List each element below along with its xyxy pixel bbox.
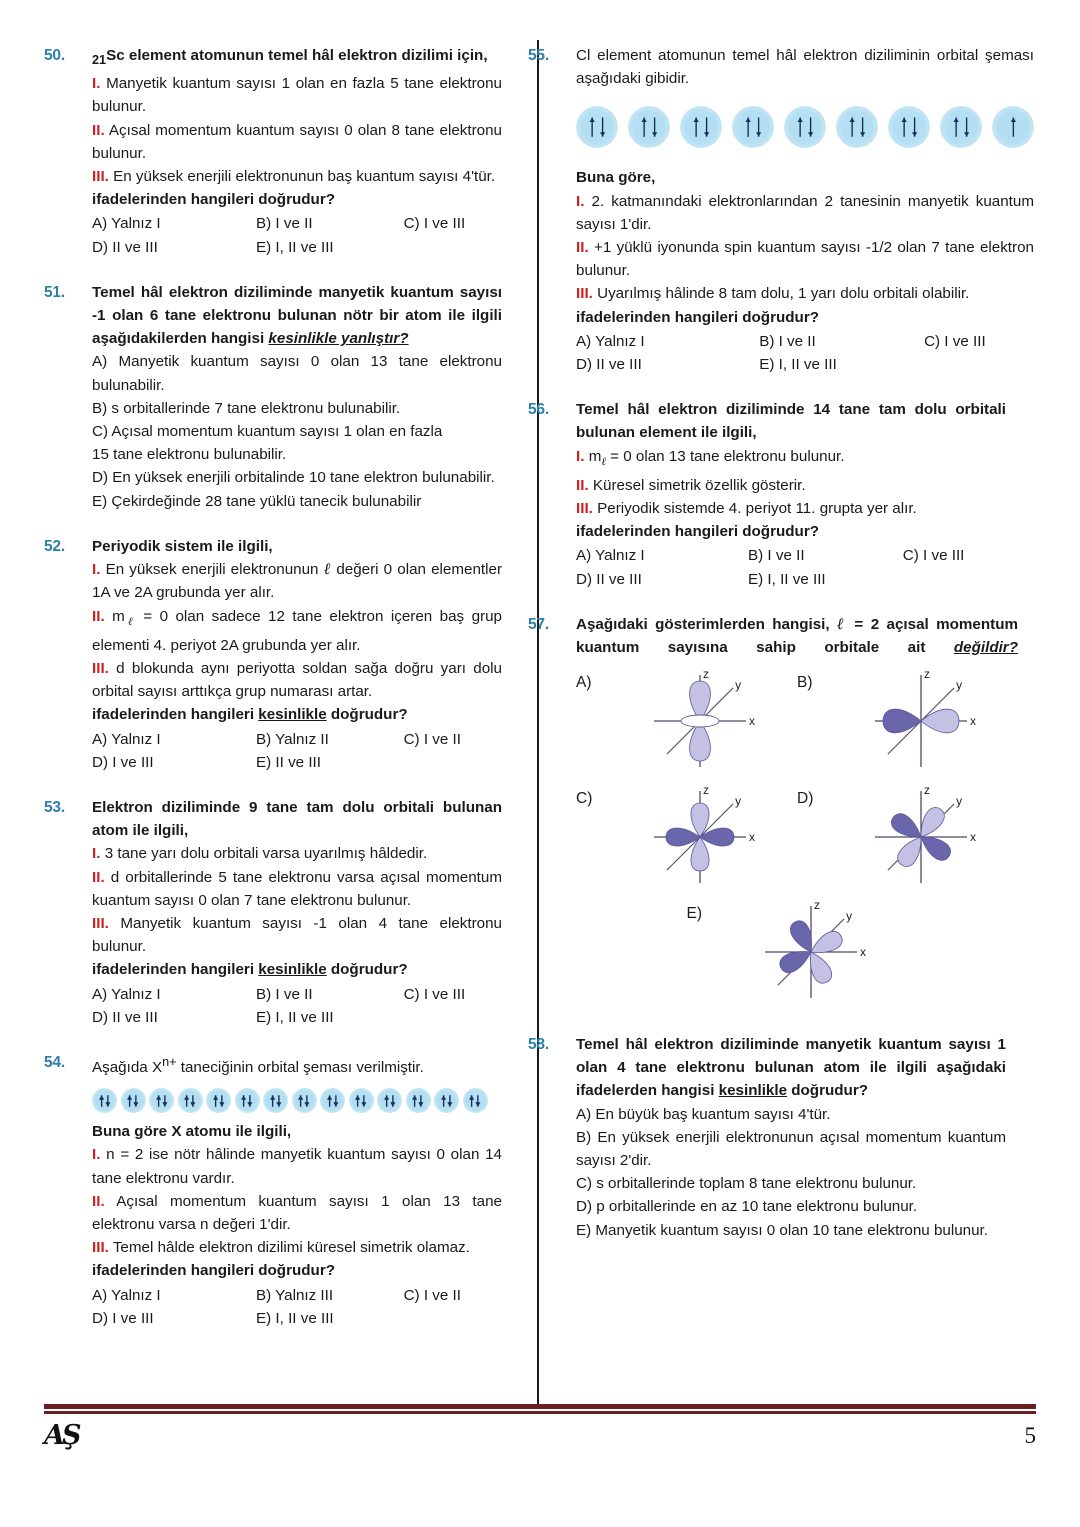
question-50-number: 50. — [44, 47, 65, 64]
orbital-circle — [92, 1088, 117, 1113]
question-52-prompt-b: doğrudur? — [326, 706, 408, 724]
option-d[interactable]: D) II ve III — [92, 1008, 158, 1026]
question-54-body — [92, 1051, 502, 1330]
question-58-stem — [576, 1033, 1006, 1103]
roman-numeral-ii: II. — [92, 607, 105, 625]
question-54-item-1-text: n = 2 ise nötr hâlinde manyetik kuantum sayısı 0 olan 14 tane elektronu vardır. — [92, 1146, 502, 1187]
question-58-stem-b: doğrudur? — [787, 1082, 869, 1100]
roman-numeral-ii: II. — [92, 121, 105, 139]
question-53-prompt — [92, 958, 502, 981]
roman-numeral-i: I. — [92, 1146, 101, 1164]
question-50-item-2-text: Açısal momentum kuantum sayısı 0 olan 8 tane elektronu bulunur. — [92, 121, 502, 162]
svg-text:x: x — [749, 829, 755, 844]
question-56-item-2 — [576, 474, 1006, 497]
dz2-orbital-figure[interactable] — [576, 665, 797, 780]
question-50-item-2 — [92, 119, 502, 165]
orbital-circle — [940, 106, 982, 148]
figure-option-label: C) — [576, 789, 593, 807]
roman-numeral-ii: II. — [576, 239, 589, 257]
question-54-prompt: ifadelerinden hangileri doğrudur? — [92, 1262, 336, 1280]
dxz-orbital-figure[interactable] — [576, 781, 797, 896]
left-column — [0, 44, 510, 1352]
question-55-item-1 — [576, 190, 1034, 236]
option-e[interactable]: E) Çekirdeğinde 28 tane yüklü tanecik bulunabilir — [92, 492, 422, 510]
roman-numeral-iii: III. — [576, 500, 593, 518]
option-c[interactable]: C) I ve III — [902, 547, 965, 565]
question-51-options — [92, 350, 502, 512]
figure-option-label: A) — [576, 674, 592, 692]
dxy-orbital-figure-graphic — [723, 896, 908, 1011]
question-55-prompt: ifadelerinden hangileri doğrudur? — [576, 308, 820, 326]
option-b[interactable]: B) Yalnız III — [256, 1286, 334, 1304]
option-e[interactable]: E) I, II ve III — [256, 238, 334, 256]
question-57-body — [576, 613, 1018, 1011]
svg-text:x: x — [970, 714, 976, 729]
question-58-number: 58. — [528, 1035, 549, 1053]
question-52-item-2-text-a: m — [112, 607, 125, 625]
publisher-logo: AŞ — [44, 1420, 79, 1451]
question-50 — [44, 44, 502, 259]
option-b[interactable]: B) s orbitallerinde 7 tane elektronu bulunabilir. — [92, 399, 401, 417]
question-55-stem: Cl element atomunun temel hâl elektron diziliminin orbital şeması aşağıdaki gibidir. — [576, 47, 1034, 88]
option-b[interactable]: B) I ve II — [748, 547, 805, 565]
orbital-diagram-q55 — [576, 106, 1034, 148]
svg-text:z: z — [813, 897, 820, 912]
question-56-item-1-text-b: = 0 olan 13 tane elektronu bulunur. — [605, 447, 845, 465]
question-56-number: 56. — [528, 401, 549, 419]
roman-numeral-i: I. — [92, 561, 101, 579]
orbital-circle — [434, 1088, 459, 1113]
orbital-circle — [121, 1088, 146, 1113]
svg-text:z: z — [703, 667, 709, 682]
page-footer — [44, 1420, 1036, 1451]
svg-text:y: y — [956, 793, 963, 808]
question-53-item-2 — [92, 866, 502, 912]
ell-subscript: ℓ — [601, 455, 606, 468]
question-52-item-1-text-a: En yüksek enerjili elektronunun — [105, 561, 324, 579]
roman-numeral-iii: III. — [92, 168, 109, 186]
question-50-item-3 — [92, 165, 502, 188]
orbital-circle — [235, 1088, 260, 1113]
orbital-circle — [349, 1088, 374, 1113]
question-53-prompt-emphasis: kesinlikle — [258, 961, 327, 979]
orbital-circle — [206, 1088, 231, 1113]
question-54-stem-b: taneciğinin orbital şeması verilmiştir. — [176, 1059, 424, 1077]
ell-symbol: ℓ — [323, 561, 332, 579]
question-54-stem — [92, 1051, 502, 1079]
option-a[interactable]: A) Yalnız I — [576, 547, 645, 565]
orbital-circle — [320, 1088, 345, 1113]
question-51 — [44, 281, 502, 513]
question-54-number: 54. — [44, 1053, 65, 1071]
roman-numeral-i: I. — [576, 192, 585, 210]
question-57-stem-a: Aşağıdaki gösterimlerden hangisi, — [576, 615, 838, 633]
orbital-circle — [836, 106, 878, 148]
option-d[interactable]: D) II ve III — [92, 238, 158, 256]
orbital-circle — [680, 106, 722, 148]
footer-rule — [44, 1404, 1036, 1414]
question-55-body — [576, 44, 1034, 376]
question-52-number: 52. — [44, 537, 65, 555]
question-56-item-3-text: Periyodik sistemde 4. periyot 11. grupta yer alır. — [597, 500, 917, 518]
option-a[interactable]: A) Manyetik kuantum sayısı 0 olan 13 tane elektronu bulunabilir. — [92, 353, 502, 394]
dyz-orbital-figure[interactable] — [797, 781, 1018, 896]
svg-text:y: y — [845, 908, 852, 923]
roman-numeral-iii: III. — [92, 914, 109, 932]
svg-text:z: z — [924, 782, 930, 797]
question-50-stem — [92, 44, 502, 72]
question-52-item-1 — [92, 558, 502, 604]
dz2-orbital-figure-graphic — [612, 665, 797, 780]
orbital-circle — [888, 106, 930, 148]
question-56-item-1-text-a: m — [588, 447, 602, 465]
roman-numeral-iii: III. — [576, 285, 593, 303]
question-53-prompt-b: doğrudur? — [326, 961, 408, 979]
option-b[interactable]: B) I ve II — [256, 985, 313, 1003]
question-53-prompt-a: ifadelerinden hangileri — [92, 961, 259, 979]
question-52-options — [92, 728, 502, 774]
ell-symbol: ℓ — [837, 615, 848, 633]
option-e[interactable]: E) I, II ve III — [759, 356, 837, 374]
question-56-item-2-text: Küresel simetrik özellik gösterir. — [592, 476, 806, 494]
option-a[interactable]: A) Yalnız I — [92, 730, 161, 748]
svg-text:x: x — [749, 714, 755, 729]
question-58-body — [576, 1033, 1006, 1242]
option-d[interactable]: D) En yüksek enerjili orbitalinde 10 tane elektron bulunabilir. — [92, 469, 495, 487]
option-c[interactable]: C) I ve III — [403, 215, 466, 233]
question-50-options — [92, 212, 502, 258]
question-56-item-3 — [576, 497, 1006, 520]
option-a[interactable]: A) Yalnız I — [576, 332, 645, 350]
orbital-diagram-q54 — [92, 1088, 502, 1113]
option-b[interactable]: B) En yüksek enerjili elektronunun açısal momentum kuantum sayısı 2'dir. — [576, 1128, 1006, 1169]
option-c[interactable]: C) I ve III — [924, 332, 986, 350]
question-56-stem: Temel hâl elektron diziliminde 14 tane tam dolu orbitali bulunan element ile ilgili, — [576, 401, 1006, 442]
option-c-cont: 15 tane elektronu bulunabilir. — [92, 446, 287, 464]
option-b[interactable]: B) I ve II — [759, 332, 816, 350]
question-56-item-1 — [576, 445, 1006, 474]
question-50-item-1 — [92, 72, 502, 118]
option-e[interactable]: E) I, II ve III — [748, 570, 826, 588]
option-e[interactable]: E) Manyetik kuantum sayısı 0 olan 10 tane elektronu bulunur. — [576, 1221, 988, 1239]
orbital-circle — [149, 1088, 174, 1113]
svg-text:z: z — [924, 667, 930, 682]
question-54-stem-a: Aşağıda X — [92, 1059, 163, 1077]
question-54-item-1 — [92, 1143, 502, 1189]
question-54-lead: Buna göre X atomu ile ilgili, — [92, 1123, 292, 1141]
question-57-stem-b: = 2 açısal momentum kuantum sayısına sahip orbitale ait — [576, 615, 1018, 657]
question-55-item-3-text: Uyarılmış hâlinde 8 tam dolu, 1 yarı dolu orbitali olabilir. — [597, 285, 970, 303]
option-c[interactable]: C) s orbitallerinde toplam 8 tane elektronu bulunur. — [576, 1175, 917, 1193]
right-column — [510, 44, 1050, 1352]
question-52-prompt — [92, 703, 502, 726]
question-53-number: 53. — [44, 798, 65, 816]
orbital-circle — [784, 106, 826, 148]
question-57-emphasis: değildir? — [953, 639, 1018, 657]
roman-numeral-i: I. — [92, 75, 101, 93]
question-51-stem-text: Temel hâl elektron diziliminde manyetik kuantum sayısı -1 olan 6 tane elektronu bulunan nötr bir atom ile ilgili aşağıdakilerden hangisi — [92, 283, 502, 348]
px-orbital-figure-graphic — [833, 665, 1018, 780]
question-53 — [44, 796, 502, 1029]
option-d[interactable]: D) p orbitallerinde en az 10 tane elektronu bulunur. — [576, 1198, 918, 1216]
orbital-circle — [576, 106, 618, 148]
page-number: 5 — [1024, 1422, 1036, 1448]
orbital-circle — [732, 106, 774, 148]
question-54-item-2 — [92, 1190, 502, 1236]
option-a[interactable]: A) Yalnız I — [92, 215, 161, 233]
question-52-body — [92, 535, 502, 774]
orbital-circle — [263, 1088, 288, 1113]
question-55-lead: Buna göre, — [576, 169, 656, 187]
question-53-item-3-text: Manyetik kuantum sayısı -1 olan 4 tane elektronu bulunur. — [92, 914, 502, 956]
option-b[interactable]: B) Yalnız II — [256, 730, 329, 748]
question-55 — [528, 44, 1034, 376]
orbital-circle — [463, 1088, 488, 1113]
question-53-body — [92, 796, 502, 1029]
question-57-number: 57. — [528, 615, 549, 633]
question-52 — [44, 535, 502, 774]
figure-option-label: E) — [686, 904, 702, 922]
question-50-item-1-text: Manyetik kuantum sayısı 1 olan en fazla 5 tane elektronu bulunur. — [92, 75, 502, 116]
question-57 — [528, 613, 1018, 1011]
ell-subscript: ℓ — [124, 615, 136, 628]
question-54-charge: n+ — [162, 1054, 177, 1069]
roman-numeral-iii: III. — [92, 1239, 109, 1257]
roman-numeral-ii: II. — [92, 868, 105, 886]
option-e[interactable]: E) I, II ve III — [256, 1008, 334, 1026]
footer-rule-thin — [44, 1411, 1036, 1414]
question-58 — [528, 1033, 1006, 1242]
dxy-orbital-figure[interactable] — [687, 896, 908, 1011]
roman-numeral-ii: II. — [92, 1192, 105, 1210]
option-c[interactable]: C) I ve III — [403, 985, 466, 1003]
question-57-figure-grid — [576, 665, 1018, 1011]
orbital-circle — [406, 1088, 431, 1113]
question-57-stem — [576, 613, 1018, 659]
question-50-stem-text: Sc element atomunun temel hâl elektron dizilimi için, — [106, 47, 488, 64]
question-51-emphasis: kesinlikle yanlıştır? — [268, 330, 409, 348]
roman-numeral-i: I. — [92, 845, 101, 863]
question-56-options — [576, 544, 1006, 590]
option-a[interactable]: A) Yalnız I — [92, 985, 161, 1003]
question-50-body — [92, 44, 502, 259]
question-51-body — [92, 281, 502, 513]
question-53-options — [92, 983, 502, 1029]
option-d[interactable]: D) I ve III — [92, 1309, 154, 1327]
orbital-circle — [377, 1088, 402, 1113]
dxz-orbital-figure-graphic — [612, 781, 797, 896]
roman-numeral-i: I. — [576, 447, 585, 465]
question-58-options — [576, 1103, 1006, 1242]
question-52-prompt-a: ifadelerinden hangileri — [92, 706, 259, 724]
question-50-atomic-number: 21 — [92, 53, 107, 68]
question-58-stem-a: Temel hâl elektron diziliminde manyetik kuantum sayısı 1 olan 4 tane elektronu bulunan atom ile ilgili aşağıdaki ifadelerden hangisi — [576, 1035, 1006, 1100]
option-c[interactable]: C) Açısal momentum kuantum sayısı 1 olan en fazla — [92, 423, 443, 441]
question-51-number: 51. — [44, 283, 65, 301]
figure-option-label: B) — [797, 674, 813, 692]
figure-option-label: D) — [797, 789, 814, 807]
orbital-circle — [992, 106, 1034, 148]
roman-numeral-ii: II. — [576, 476, 589, 494]
question-55-number: 55. — [528, 47, 549, 64]
question-53-stem: Elektron diziliminde 9 tane tam dolu orbitali bulunan atom ile ilgili, — [92, 798, 502, 840]
orbital-circle — [178, 1088, 203, 1113]
question-53-item-1 — [92, 842, 502, 865]
question-52-item-2-text-b: = 0 olan sadece 12 tane elektron içeren baş grup elementi 4. periyot 2A grubunda yer alır. — [92, 607, 502, 654]
question-52-prompt-emphasis: kesinlikle — [258, 706, 327, 724]
orbital-circle — [292, 1088, 317, 1113]
option-a[interactable]: A) En büyük baş kuantum sayısı 4'tür. — [576, 1105, 831, 1123]
question-55-item-2-text: +1 yüklü iyonunda spin kuantum sayısı -1/2 olan 7 tane elektron bulunur. — [576, 239, 1034, 280]
question-52-item-3-text: d blokunda aynı periyotta soldan sağa doğru yarı dolu orbital sayısı arttıkça grup numarası artar. — [92, 659, 502, 701]
question-51-stem — [92, 281, 502, 351]
question-54-item-3 — [92, 1236, 502, 1259]
question-56-prompt: ifadelerinden hangileri doğrudur? — [576, 523, 820, 541]
question-56-body — [576, 398, 1006, 591]
question-52-item-1-text-b: değeri 0 olan elementler 1A ve 2A grubunda yer alır. — [92, 561, 502, 602]
question-53-item-3 — [92, 912, 502, 958]
question-54-item-3-text: Temel hâlde elektron dizilimi küresel simetrik olamaz. — [112, 1239, 470, 1257]
option-e[interactable]: E) I, II ve III — [256, 1309, 334, 1327]
question-52-item-2 — [92, 605, 502, 657]
option-e[interactable]: E) II ve III — [256, 753, 321, 771]
question-54 — [44, 1051, 502, 1330]
question-53-item-1-text: 3 tane yarı dolu orbitali varsa uyarılmış hâldedir. — [104, 845, 428, 863]
dyz-orbital-figure-graphic — [833, 781, 1018, 896]
question-53-item-2-text: d orbitallerinde 5 tane elektronu varsa açısal momentum kuantum sayısı 0 olan 7 tane elektronu bulunur. — [92, 868, 502, 909]
question-58-emphasis: kesinlikle — [718, 1082, 788, 1100]
question-50-prompt: ifadelerinden hangileri doğrudur? — [92, 191, 336, 209]
svg-text:x: x — [859, 944, 866, 959]
option-c[interactable]: C) I ve II — [403, 1286, 461, 1304]
orbital-circle — [628, 106, 670, 148]
option-d[interactable]: D) II ve III — [576, 356, 642, 374]
question-55-item-3 — [576, 282, 1034, 305]
px-orbital-figure[interactable] — [797, 665, 1018, 780]
question-50-item-3-text: En yüksek enerjili elektronunun baş kuantum sayısı 4'tür. — [113, 168, 496, 186]
question-54-item-2-text: Açısal momentum kuantum sayısı 1 olan 13 tane elektronu varsa n değeri 1'dir. — [92, 1192, 502, 1234]
option-d[interactable]: D) II ve III — [576, 570, 642, 588]
question-56 — [528, 398, 1006, 591]
svg-text:y: y — [735, 678, 742, 693]
svg-text:z: z — [703, 782, 709, 797]
svg-text:x: x — [970, 829, 976, 844]
svg-text:y: y — [956, 678, 963, 693]
option-d[interactable]: D) I ve III — [92, 753, 154, 771]
question-54-options — [92, 1284, 502, 1330]
question-52-stem: Periyodik sistem ile ilgili, — [92, 537, 273, 555]
two-column-layout — [0, 44, 1080, 1352]
question-52-item-3 — [92, 657, 502, 703]
option-c[interactable]: C) I ve II — [403, 730, 461, 748]
question-55-item-1-text: 2. katmanındaki elektronlarından 2 tanesinin manyetik kuantum sayısı 1'dir. — [576, 192, 1034, 233]
svg-text:y: y — [735, 793, 742, 808]
option-b[interactable]: B) I ve II — [256, 215, 313, 233]
question-55-item-2 — [576, 236, 1034, 282]
roman-numeral-iii: III. — [92, 659, 109, 677]
question-55-options — [576, 330, 1034, 376]
option-a[interactable]: A) Yalnız I — [92, 1286, 161, 1304]
